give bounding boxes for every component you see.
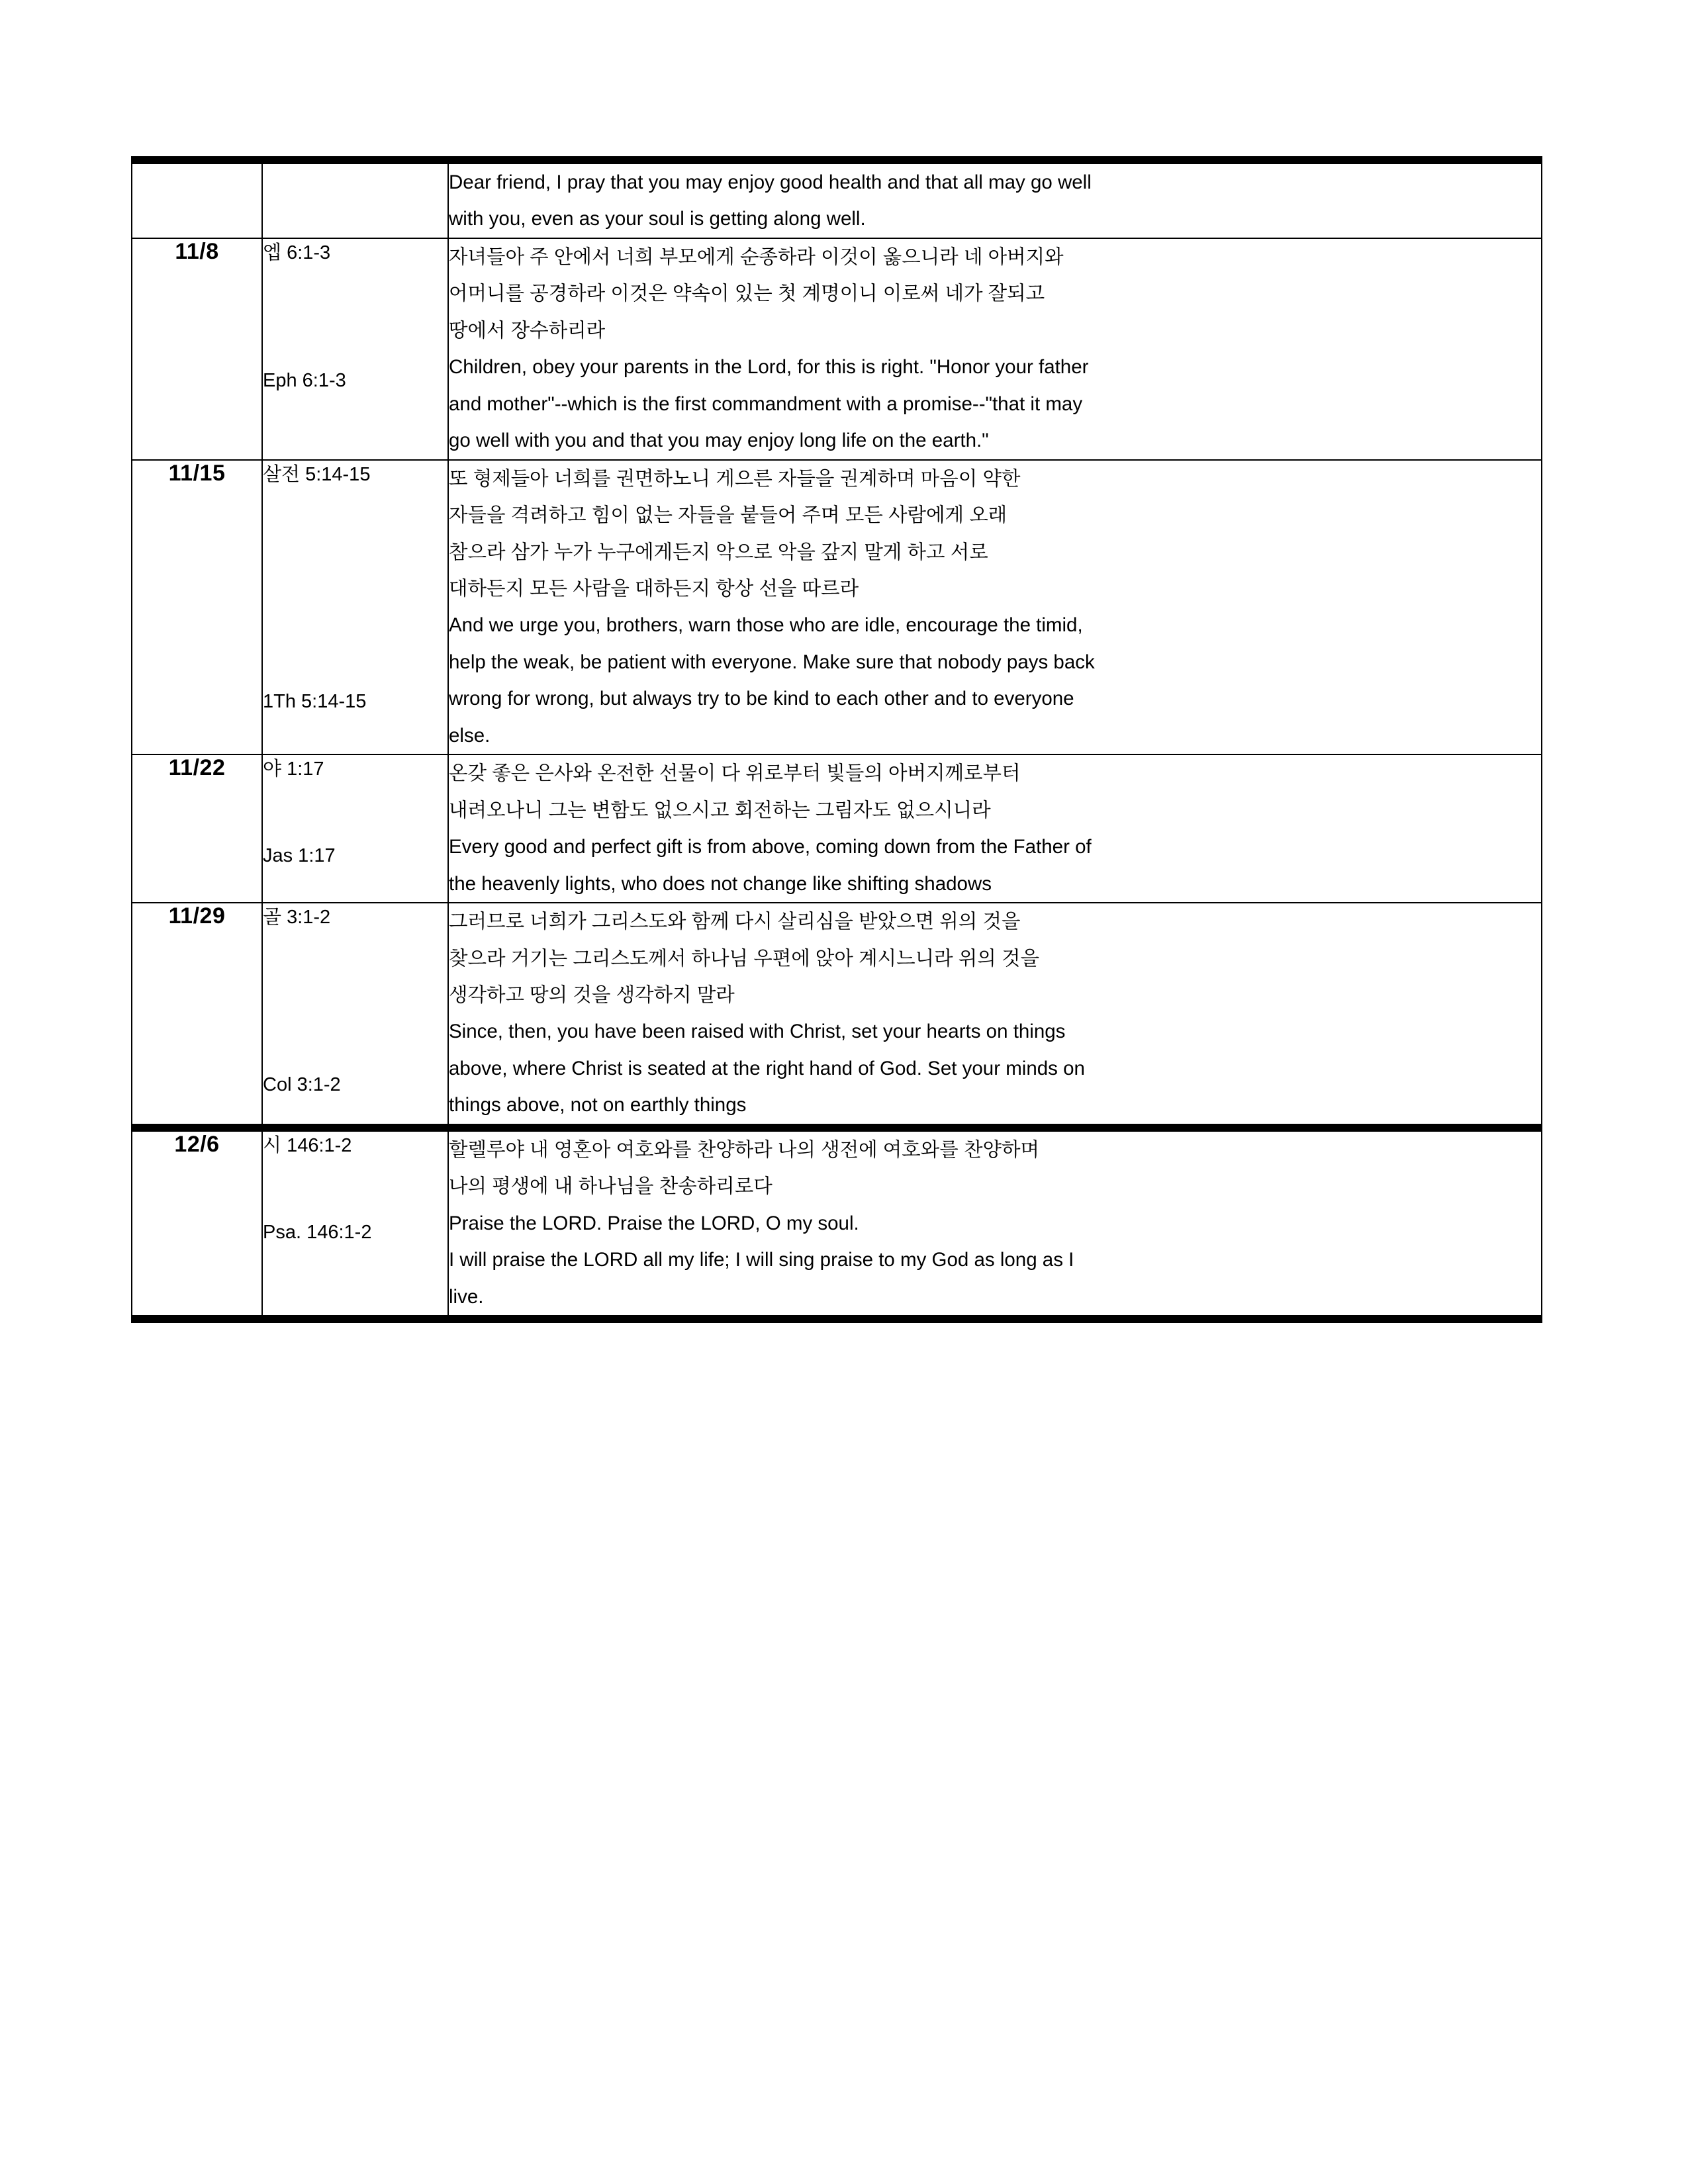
verse-korean-block <box>449 903 1541 1013</box>
date-cell: 11/8 <box>132 238 262 460</box>
verse-english-block <box>449 1013 1541 1123</box>
verse-line: 참으라 삼가 누가 누구에게든지 악으로 악을 갚지 말게 하고 서로 <box>449 541 988 563</box>
verse-line: with you, even as your soul is getting along well. <box>449 208 866 230</box>
reference-korean: 살전 5:14-15 <box>263 463 371 485</box>
spacer <box>263 1160 447 1218</box>
table-row <box>132 903 1542 1128</box>
verse-korean-block <box>449 239 1541 349</box>
date-cell: 12/6 <box>132 1128 262 1319</box>
reference-korean: 골 3:1-2 <box>263 907 331 929</box>
verse-line: I will praise the LORD all my life; I will sing praise to my God as long as I <box>449 1249 1074 1271</box>
reference-cell <box>262 1128 448 1319</box>
verse-line: 생각하고 땅의 것을 생각하지 말라 <box>449 983 735 1006</box>
verse-line: 어머니를 공경하라 이것은 약속이 있는 첫 계명이니 이로써 네가 잘되고 <box>449 283 1045 305</box>
verse-korean-block <box>449 461 1541 608</box>
reference-korean: 엡 6:1-3 <box>263 242 331 263</box>
verse-line: help the weak, be patient with everyone. Make sure that nobody pays back <box>449 651 1095 673</box>
verse-line: 대하든지 모든 사람을 대하든지 항상 선을 따르라 <box>449 577 859 600</box>
reference-korean: 시 146:1-2 <box>263 1134 352 1156</box>
verse-line: And we urge you, brothers, warn those who are idle, encourage the timid, <box>449 614 1083 637</box>
spacer <box>263 784 447 842</box>
spacer <box>263 489 447 688</box>
reference-cell <box>262 238 448 460</box>
verse-line: above, where Christ is seated at the right hand of God. Set your minds on <box>449 1057 1085 1079</box>
spacer <box>263 932 447 1071</box>
date-cell: 11/22 <box>132 754 262 903</box>
date-cell <box>132 160 262 238</box>
verse-text-cell <box>448 1128 1542 1319</box>
reference-cell <box>262 460 448 755</box>
verse-line: live. <box>449 1285 484 1308</box>
table-row <box>132 754 1542 903</box>
verse-korean-block <box>449 1132 1541 1205</box>
verse-line: and mother"--which is the first commandment with a promise--"that it may <box>449 392 1083 415</box>
verse-line: 자들을 격려하고 힘이 없는 자들을 붙들어 주며 모든 사람에게 오래 <box>449 504 1008 527</box>
table-row <box>132 238 1542 460</box>
verse-line: Every good and perfect gift is from above, coming down from the Father of <box>449 836 1092 858</box>
date-cell: 11/29 <box>132 903 262 1128</box>
verse-korean-block <box>449 755 1541 829</box>
verse-text-cell <box>448 160 1542 238</box>
verse-line: Dear friend, I pray that you may enjoy good health and that all may go well <box>449 171 1092 193</box>
reference-cell <box>262 754 448 903</box>
verse-line: go well with you and that you may enjoy long life on the earth." <box>449 430 989 452</box>
verse-text-cell <box>448 903 1542 1128</box>
table-row <box>132 160 1542 238</box>
table-body <box>132 160 1542 1319</box>
reference-english: Psa. 146:1-2 <box>263 1221 372 1243</box>
reference-english: Jas 1:17 <box>263 845 336 867</box>
verse-line: 또 형제들아 너희를 권면하노니 게으른 자들을 권계하며 마음이 약한 <box>449 467 1021 490</box>
verse-line: 땅에서 장수하리라 <box>449 319 606 341</box>
verse-line: 온갖 좋은 은사와 온전한 선물이 다 위로부터 빛들의 아버지께로부터 <box>449 762 1021 785</box>
reference-cell <box>262 160 448 238</box>
verse-english-block <box>449 164 1541 238</box>
verse-line: 할렐루야 내 영혼아 여호와를 찬양하라 나의 생전에 여호와를 찬양하며 <box>449 1138 1039 1161</box>
verse-text-cell <box>448 460 1542 755</box>
date-cell: 11/15 <box>132 460 262 755</box>
table-row <box>132 460 1542 755</box>
spacer <box>263 267 447 367</box>
verse-line: the heavenly lights, who does not change like shifting shadows <box>449 872 992 895</box>
reference-english: Eph 6:1-3 <box>263 369 346 391</box>
verse-english-block <box>449 349 1541 459</box>
verse-english-block <box>449 607 1541 754</box>
verse-text-cell <box>448 238 1542 460</box>
verse-text-cell <box>448 754 1542 903</box>
bible-verse-schedule-table <box>131 156 1542 1323</box>
verse-line: 내려오나니 그는 변함도 없으시고 회전하는 그림자도 없으시니라 <box>449 799 991 821</box>
reference-cell <box>262 903 448 1128</box>
reference-english: 1Th 5:14-15 <box>263 690 367 712</box>
reference-english: Col 3:1-2 <box>263 1073 341 1095</box>
verse-line: 자녀들아 주 안에서 너희 부모에게 순종하라 이것이 옳으니라 네 아버지와 <box>449 246 1064 268</box>
verse-line: things above, not on earthly things <box>449 1094 747 1116</box>
verse-line: Children, obey your parents in the Lord, for this is right. "Honor your father <box>449 356 1089 379</box>
verse-line: Since, then, you have been raised with Christ, set your hearts on things <box>449 1021 1066 1043</box>
verse-english-block <box>449 1205 1541 1315</box>
verse-english-block <box>449 829 1541 902</box>
verse-line: 찾으라 거기는 그리스도께서 하나님 우편에 앉아 계시느니라 위의 것을 <box>449 947 1039 970</box>
verse-line: 나의 평생에 내 하나님을 찬송하리로다 <box>449 1175 773 1198</box>
verse-line: else. <box>449 724 491 747</box>
verse-line: 그러므로 너희가 그리스도와 함께 다시 살리심을 받았으면 위의 것을 <box>449 911 1021 933</box>
table-row <box>132 1128 1542 1319</box>
verse-line: wrong for wrong, but always try to be kind to each other and to everyone <box>449 688 1074 710</box>
verse-line: Praise the LORD. Praise the LORD, O my soul. <box>449 1212 859 1234</box>
reference-korean: 야 1:17 <box>263 758 324 780</box>
